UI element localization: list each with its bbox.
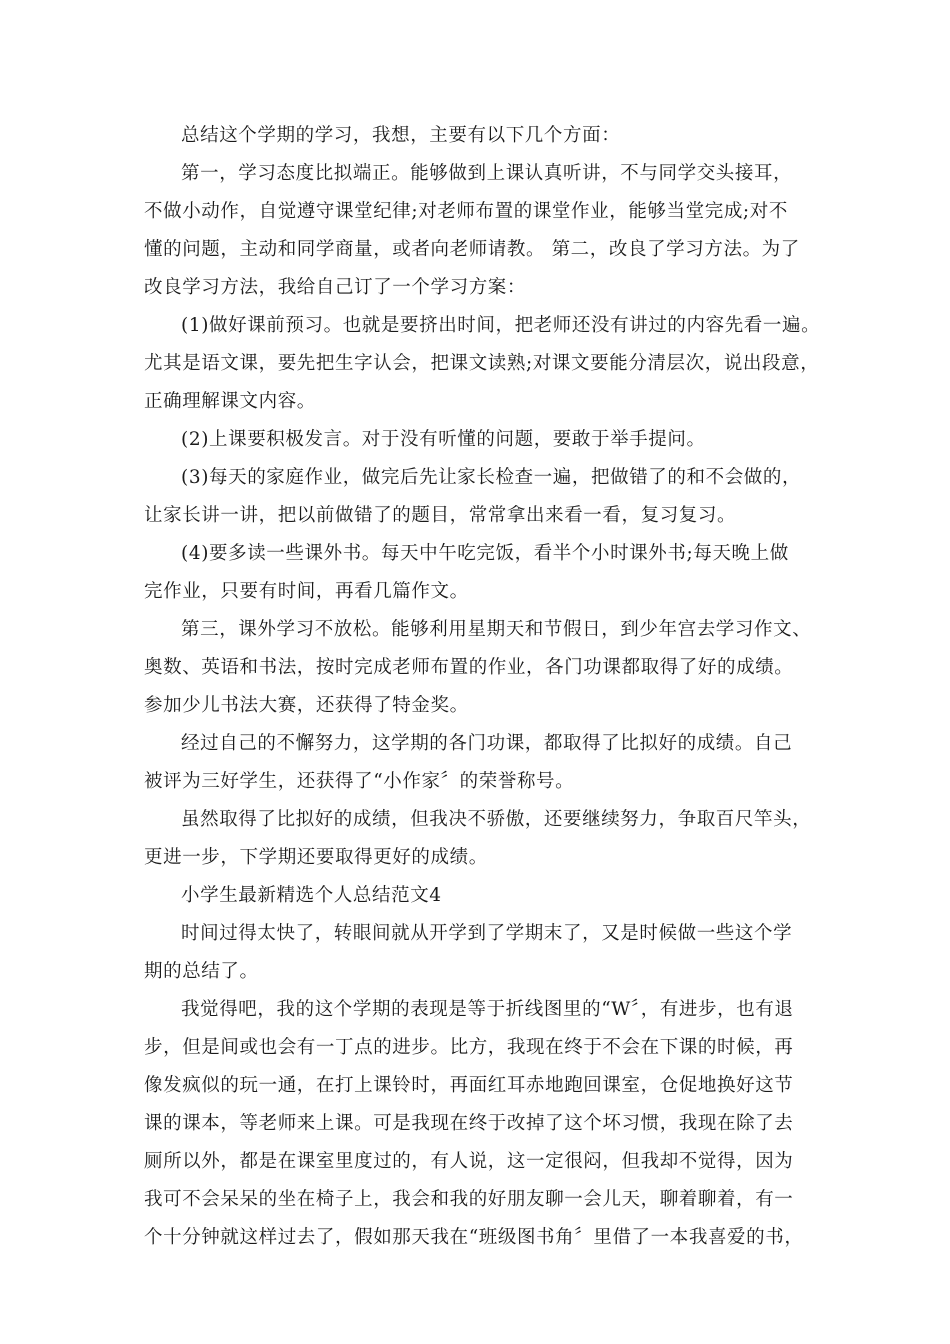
text-line: (1)做好课前预习。也就是要挤出时间，把老师还没有讲过的内容先看一遍。	[181, 315, 821, 336]
text-line: 参加少儿书法大赛，还获得了特金奖。	[144, 695, 469, 716]
text-line: 让家长讲一讲，把以前做错了的题目，常常拿出来看一看，复习复习。	[144, 505, 737, 526]
text-line: (2)上课要积极发言。对于没有听懂的问题，要敢于举手提问。	[181, 429, 706, 450]
text-line: 步，但是间或也会有一丁点的进步。比方，我现在终于不会在下课的时候，再	[144, 1037, 794, 1058]
text-line: 我觉得吧，我的这个学期的表现是等于折线图里的“W〞，有进步，也有退	[181, 999, 794, 1020]
text-line: 期的总结了。	[144, 961, 259, 982]
text-line: 奥数、英语和书法，按时完成老师布置的作业，各门功课都取得了好的成绩。	[144, 657, 794, 678]
text-line: 时间过得太快了，转眼间就从开学到了学期末了，又是时候做一些这个学	[181, 923, 793, 944]
text-line: 被评为三好学生，还获得了“小作家〞的荣誉称号。	[144, 771, 575, 792]
section-heading: 小学生最新精选个人总结范文4	[181, 885, 442, 906]
text-line: 第一，学习态度比拟端正。能够做到上课认真听讲，不与同学交头接耳，	[181, 163, 793, 184]
text-line: 课的课本，等老师来上课。可是我现在终于改掉了这个坏习惯，我现在除了去	[144, 1113, 794, 1134]
text-line: 个十分钟就这样过去了，假如那天我在“班级图书角〞里借了一本我喜爱的书，	[144, 1227, 804, 1248]
text-line: 尤其是语文课，要先把生字认会，把课文读熟;对课文要能分清层次，说出段意，	[144, 353, 820, 374]
text-line: (4)要多读一些课外书。每天中午吃完饭，看半个小时课外书;每天晚上做	[181, 543, 789, 564]
text-line: 正确理解课文内容。	[144, 391, 316, 412]
text-line: 总结这个学期的学习，我想，主要有以下几个方面：	[181, 125, 621, 146]
text-line: 改良学习方法，我给自己订了一个学习方案：	[144, 277, 527, 298]
text-line: (3)每天的家庭作业，做完后先让家长检查一遍，把做错了的和不会做的，	[181, 467, 802, 488]
text-line: 更进一步，下学期还要取得更好的成绩。	[144, 847, 488, 868]
text-line: 第三，课外学习不放松。能够利用星期天和节假日，到少年宫去学习作文、	[181, 619, 812, 640]
text-line: 像发疯似的玩一通，在打上课铃时，再面红耳赤地跑回课室，仓促地换好这节	[144, 1075, 794, 1096]
text-line: 经过自己的不懈努力，这学期的各门功课，都取得了比拟好的成绩。自己	[181, 733, 793, 754]
text-line: 懂的问题，主动和同学商量，或者向老师请教。 第二，改良了学习方法。为了	[144, 239, 800, 260]
text-line: 我可不会呆呆的坐在椅子上，我会和我的好朋友聊一会儿天，聊着聊着，有一	[144, 1189, 794, 1210]
text-line: 完作业，只要有时间，再看几篇作文。	[144, 581, 469, 602]
text-line: 不做小动作，自觉遵守课堂纪律;对老师布置的课堂作业，能够当堂完成;对不	[144, 201, 788, 222]
text-line: 虽然取得了比拟好的成绩，但我决不骄傲，还要继续努力，争取百尺竿头，	[181, 809, 812, 830]
text-line: 厕所以外，都是在课室里度过的，有人说，这一定很闷，但我却不觉得，因为	[144, 1151, 794, 1172]
